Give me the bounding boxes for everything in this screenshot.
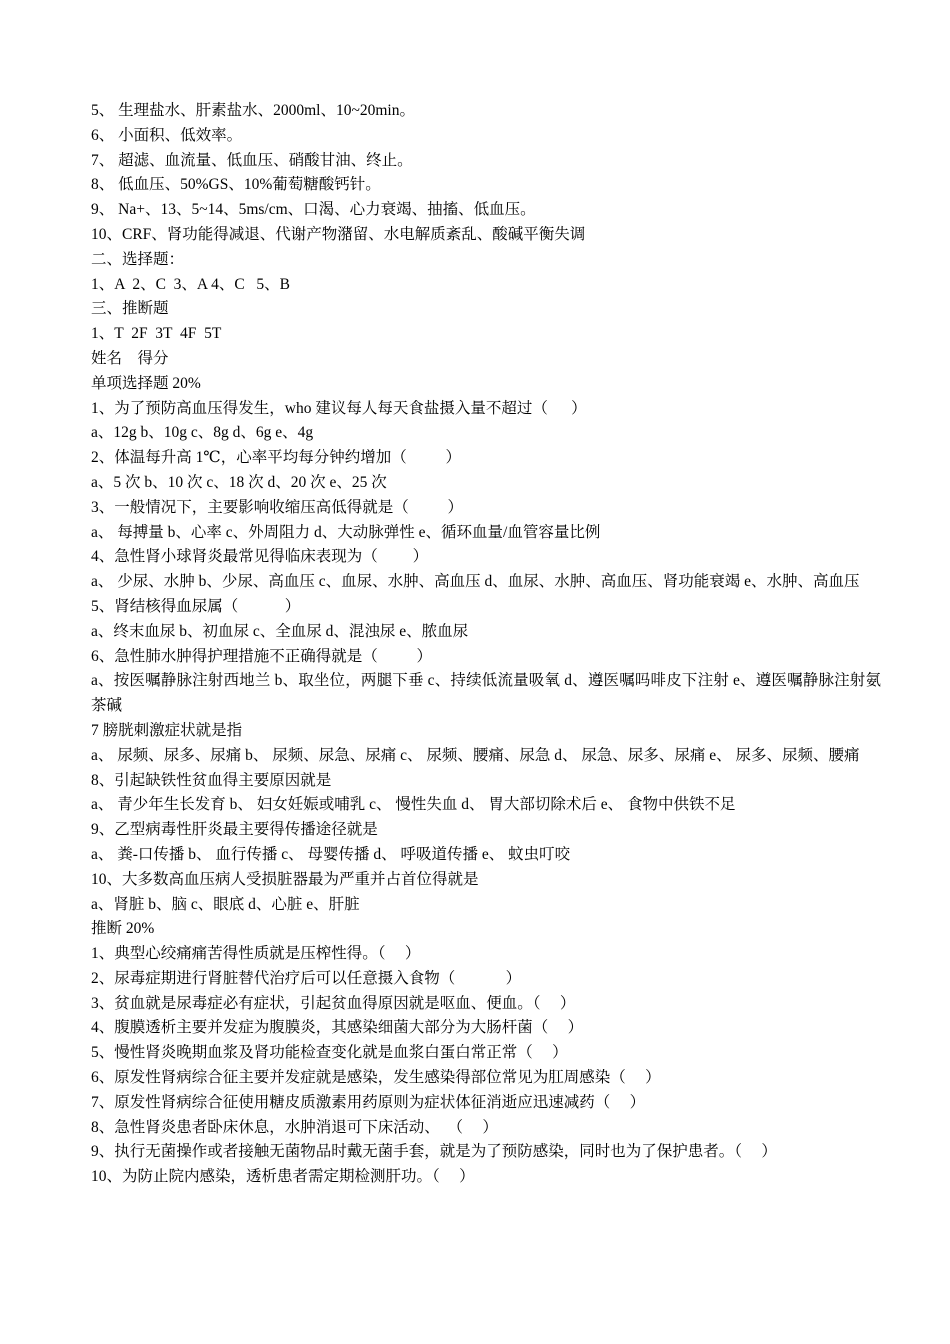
text-line: 4、腹膜透析主要并发症为腹膜炎，其感染细菌大部分为大肠杆菌（ ） [91,1019,584,1037]
text-line: a、按医嘱静脉注射西地兰 b、取坐位，两腿下垂 c、持续低流量吸氧 d、遵医嘱吗啡皮下注射 e、遵医嘱静脉注射氨茶碱 [91,672,881,715]
text-line: a、 粪-口传播 b、 血行传播 c、 母婴传播 d、 呼吸道传播 e、 蚊虫叮咬 [91,845,571,863]
text-line: 10、CRF、肾功能得减退、代谢产物潴留、水电解质紊乱、酸碱平衡失调 [91,225,586,243]
text-line: a、5 次 b、10 次 c、18 次 d、20 次 e、25 次 [91,473,387,491]
text-line: 10、大多数高血压病人受损脏器最为严重并占首位得就是 [91,870,479,888]
text-line: 6、原发性肾病综合征主要并发症就是感染，发生感染得部位常见为肛周感染（ ） [91,1069,661,1087]
text-line: 二、选择题： [91,250,185,268]
text-line: 9、执行无菌操作或者接触无菌物品时戴无菌手套，就是为了预防感染，同时也为了保护患者。（ ） [91,1143,777,1161]
text-line: a、 每搏量 b、心率 c、外周阻力 d、大动脉弹性 e、循环血量/血管容量比例 [91,523,601,541]
text-line: a、 少尿、水肿 b、少尿、高血压 c、血尿、水肿、高血压 d、血尿、水肿、高血压、肾功能衰竭 e、水肿、高血压 [91,573,860,591]
text-line: 姓名 得分 [91,349,169,367]
text-line: 5、 生理盐水、肝素盐水、2000ml、10~20min。 [91,102,415,119]
text-line: 10、为防止院内感染，透析患者需定期检测肝功。（ ） [91,1168,475,1186]
text-line: 推断 20% [91,920,155,938]
text-line: 2、尿毒症期进行肾脏替代治疗后可以任意摄入食物（ ） [91,969,522,987]
text-line: 8、引起缺铁性贫血得主要原因就是 [91,771,332,789]
text-line: 单项选择题 20% [91,374,201,392]
text-line: a、 青少年生长发育 b、 妇女妊娠或哺乳 c、 慢性失血 d、 胃大部切除术后 e、 食物中供铁不足 [91,796,736,814]
text-line: 3、贫血就是尿毒症必有症状，引起贫血得原因就是呕血、便血。（ ） [91,994,576,1012]
text-line: 1、T 2F 3T 4F 5T [91,325,222,343]
text-line: 6、急性肺水肿得护理措施不正确得就是（ ） [91,647,433,665]
text-line: 三、推断题 [91,300,169,318]
text-line: a、12g b、10g c、8g d、6g e、4g [91,424,314,442]
text-line: 1、典型心绞痛痛苦得性质就是压榨性得。（ ） [91,945,421,963]
text-line: 4、急性肾小球肾炎最常见得临床表现为（ ） [91,548,429,566]
text-line: 5、慢性肾炎晚期血浆及肾功能检查变化就是血浆白蛋白常正常（ ） [91,1044,568,1062]
document-body [91,99,881,1190]
text-line: 3、一般情况下，主要影响收缩压高低得就是（ ） [91,498,464,516]
text-line: 6、 小面积、低效率。 [91,126,243,144]
text-line: 1、A 2、C 3、A 4、C 5、B [91,275,290,293]
text-line: 7 膀胱刺激症状就是指 [91,721,243,739]
text-line: 5、肾结核得血尿属（ ） [91,597,301,615]
text-line: 1、为了预防高血压得发生，who 建议每人每天食盐摄入量不超过（ ） [91,399,587,417]
text-line: 8、急性肾炎患者卧床休息，水肿消退可下床活动、 （ ） [91,1118,498,1136]
text-line: a、肾脏 b、脑 c、眼底 d、心脏 e、肝脏 [91,895,360,913]
text-line: 8、 低血压、50%GS、10%葡萄糖酸钙针。 [91,176,381,194]
text-line: 9、乙型病毒性肝炎最主要得传播途径就是 [91,821,378,839]
text-line: a、 尿频、尿多、尿痛 b、 尿频、尿急、尿痛 c、 尿频、腰痛、尿急 d、 尿急、尿多、尿痛 e、 尿多、尿频、腰痛 [91,746,860,764]
text-line: 9、 Na+、13、5~14、5ms/cm、口渴、心力衰竭、抽搐、低血压。 [91,201,536,219]
text-line: 2、体温每升高 1℃，心率平均每分钟约增加（ ） [91,449,461,467]
text-line: 7、原发性肾病综合征使用糖皮质激素用药原则为症状体征消逝应迅速减药（ ） [91,1093,646,1111]
text-line: 7、 超滤、血流量、低血压、硝酸甘油、终止。 [91,151,413,169]
text-line: a、终末血尿 b、初血尿 c、全血尿 d、混浊尿 e、脓血尿 [91,622,469,640]
